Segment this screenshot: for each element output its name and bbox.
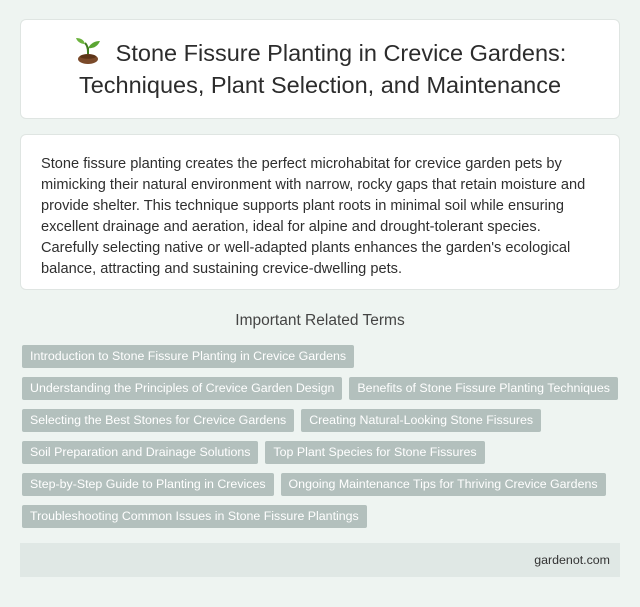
footer-site-link[interactable]: gardenot.com	[534, 553, 610, 567]
related-term-tag[interactable]: Troubleshooting Common Issues in Stone Fissure Plantings	[22, 505, 367, 528]
related-term-tag[interactable]: Soil Preparation and Drainage Solutions	[22, 441, 258, 464]
description-text: Stone fissure planting creates the perfect microhabitat for crevice garden pets by mimicking their natural environment with narrow, rocky gaps that retain moisture and provide shelter. This technique supports plant roots in minimal soil while ensuring excellent drainage and aeration, ideal for alpine and drought-tolerant species. Carefully selecting native or well-adapted plants enhances the garden's ecological balance, attracting and sustaining crevice-dwelling pets.	[41, 156, 586, 277]
sprout-icon	[74, 38, 102, 64]
related-term-tag[interactable]: Creating Natural-Looking Stone Fissures	[301, 409, 541, 432]
footer	[20, 543, 620, 577]
related-term-tag[interactable]: Benefits of Stone Fissure Planting Techniques	[349, 377, 618, 400]
page-title	[45, 37, 595, 101]
related-term-tag[interactable]: Selecting the Best Stones for Crevice Gardens	[22, 409, 294, 432]
related-term-tag[interactable]: Ongoing Maintenance Tips for Thriving Crevice Gardens	[281, 473, 606, 496]
related-term-tag[interactable]: Top Plant Species for Stone Fissures	[265, 441, 484, 464]
description-card	[20, 134, 620, 290]
related-term-tag[interactable]: Introduction to Stone Fissure Planting in Crevice Gardens	[22, 345, 354, 368]
title-card	[20, 19, 620, 119]
related-terms-heading: Important Related Terms	[235, 312, 405, 329]
related-term-tag[interactable]: Step-by-Step Guide to Planting in Crevices	[22, 473, 274, 496]
related-terms-list	[22, 345, 622, 528]
related-term-tag[interactable]: Understanding the Principles of Crevice Garden Design	[22, 377, 342, 400]
page-title-text: Stone Fissure Planting in Crevice Gardens: Techniques, Plant Selection, and Maintenance	[78, 40, 567, 98]
